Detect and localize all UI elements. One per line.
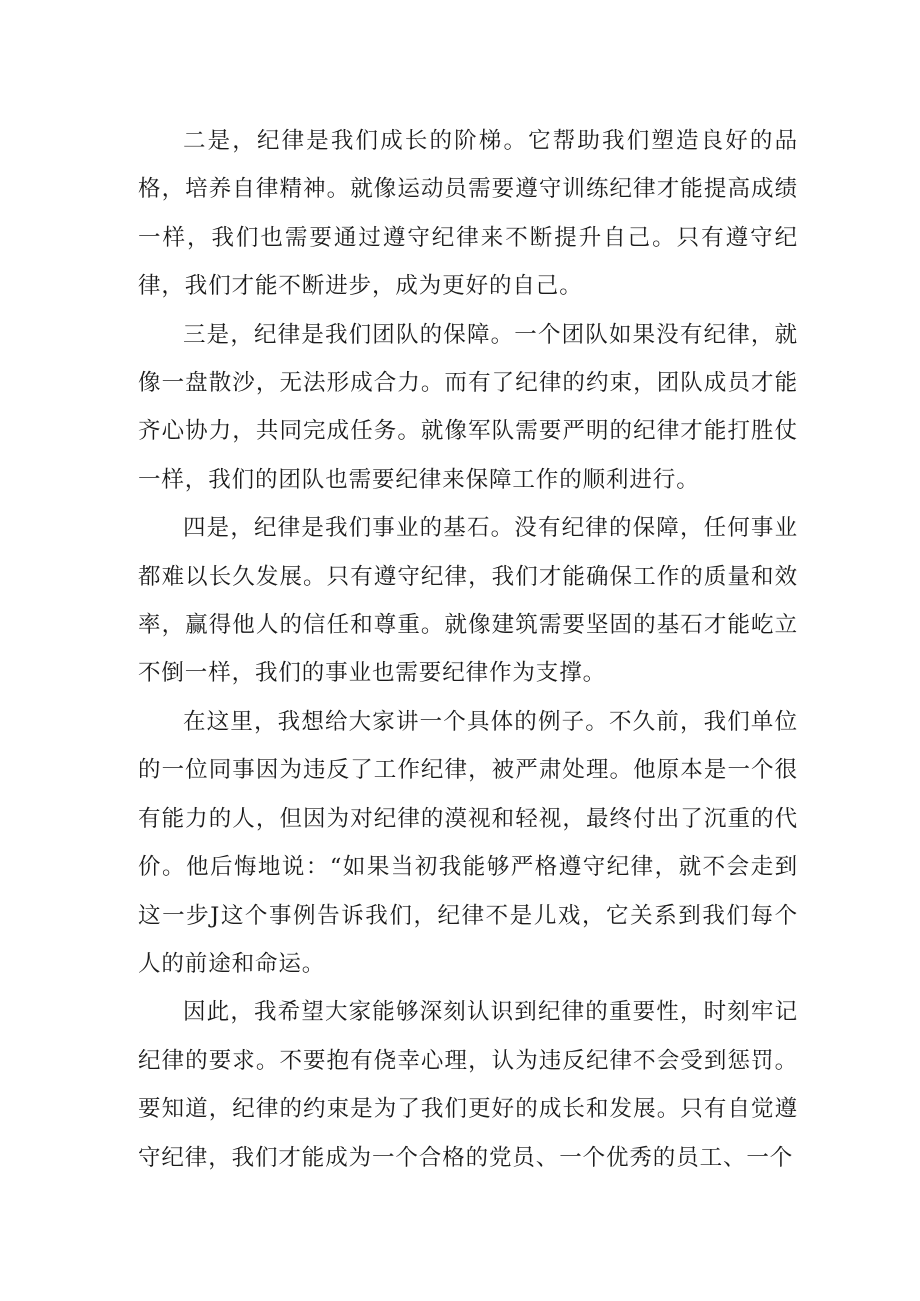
document-body: [138, 117, 798, 1182]
paragraph-growth: 二是，纪律是我们成长的阶梯。它帮助我们塑造良好的品格，培养自律精神。就像运动员需要遵守训练纪律才能提高成绩一样，我们也需要通过遵守纪律来不断提升自己。只有遵守纪律，我们才能不断进步，成为更好的自己。: [138, 128, 798, 300]
paragraph-conclusion: 因此，我希望大家能够深刻认识到纪律的重要性，时刻牢记纪律的要求。不要抱有侥幸心理，认为违反纪律不会受到惩罚。要知道，纪律的约束是为了我们更好的成长和发展。只有自觉遵守纪律，我们才能成为一个合格的党员、一个优秀的员工、一个: [138, 999, 798, 1171]
paragraph-career: 四是，纪律是我们事业的基石。没有纪律的保障，任何事业都难以长久发展。只有遵守纪律，我们才能确保工作的质量和效率，赢得他人的信任和尊重。就像建筑需要坚固的基石才能屹立不倒一样，我们的事业也需要纪律作为支撑。: [138, 515, 798, 687]
paragraph-team: 三是，纪律是我们团队的保障。一个团队如果没有纪律，就像一盘散沙，无法形成合力。而有了纪律的约束，团队成员才能齐心协力，共同完成任务。就像军队需要严明的纪律才能打胜仗一样，我们的团队也需要纪律来保障工作的顺利进行。: [138, 321, 798, 493]
paragraph-example: 在这里，我想给大家讲一个具体的例子。不久前，我们单位的一位同事因为违反了工作纪律，被严肃处理。他原本是一个很有能力的人，但因为对纪律的漠视和轻视，最终付出了沉重的代价。他后悔地说：“如果当初我能够严格遵守纪律，就不会走到这一步J这个事例告诉我们，纪律不是儿戏，它关系到我们每个人的前途和命运。: [138, 708, 798, 977]
